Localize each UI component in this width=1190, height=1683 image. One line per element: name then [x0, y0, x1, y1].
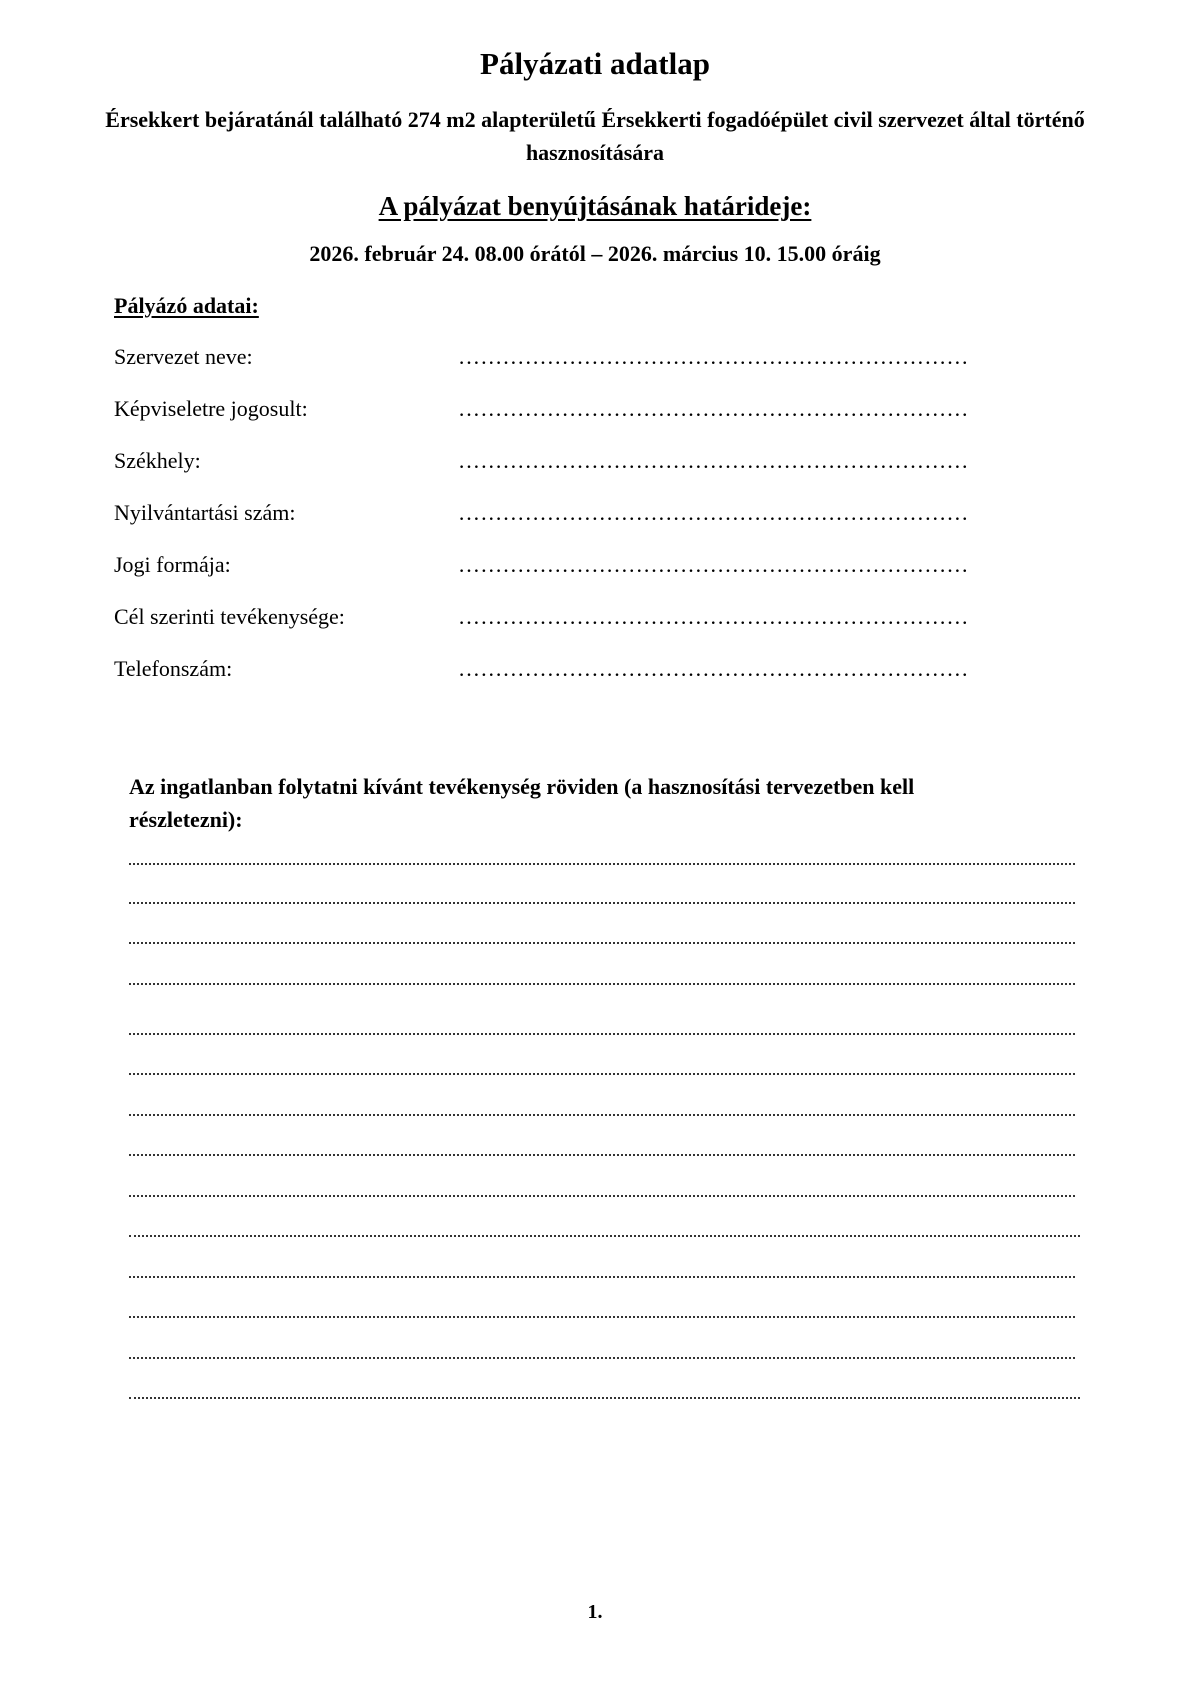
fill-in-line[interactable]: ……………………………………………………………	[458, 344, 969, 369]
fill-in-line[interactable]: ……………………………………………………………	[458, 656, 969, 681]
activity-writing-line[interactable]	[129, 900, 1075, 904]
field-row-organization-name	[114, 342, 1044, 372]
activity-writing-line[interactable]	[129, 1193, 1075, 1197]
page-number: 1.	[587, 1601, 603, 1623]
activity-writing-line[interactable]	[129, 1152, 1075, 1156]
fill-in-line[interactable]: ……………………………………………………………	[458, 448, 969, 473]
activity-writing-line[interactable]	[129, 1355, 1075, 1359]
field-label: Cél szerinti tevékenysége:	[114, 604, 345, 629]
activity-writing-line[interactable]	[129, 1071, 1075, 1075]
page-title: Pályázati adatlap	[480, 46, 710, 81]
activity-writing-line[interactable]	[129, 1274, 1075, 1278]
field-label: Jogi formája:	[114, 552, 231, 577]
activity-writing-line[interactable]	[129, 1112, 1075, 1116]
field-row-headquarters	[114, 446, 1044, 476]
activity-writing-line[interactable]	[129, 1031, 1075, 1035]
activity-writing-line[interactable]	[129, 981, 1075, 985]
field-row-legal-form	[114, 550, 1044, 580]
activity-writing-line[interactable]	[129, 1314, 1075, 1318]
field-label: Nyilvántartási szám:	[114, 500, 296, 525]
activity-heading: Az ingatlanban folytatni kívánt tevékenység röviden (a hasznosítási tervezetben kell részletezni):	[129, 774, 915, 832]
document-subtitle: Érsekkert bejáratánál található 274 m2 alapterületű Érsekkerti fogadóépület civil szervezet által történő hasznosítására	[105, 107, 1085, 165]
field-label: Telefonszám:	[114, 656, 233, 681]
field-row-purpose-activity	[114, 602, 1044, 632]
field-label: Képviseletre jogosult:	[114, 396, 308, 421]
fill-in-line[interactable]: ……………………………………………………………	[458, 396, 969, 421]
field-row-representative	[114, 394, 1044, 424]
fill-in-line[interactable]: ……………………………………………………………	[458, 552, 969, 577]
field-row-registration-number	[114, 498, 1044, 528]
activity-writing-line[interactable]	[129, 1233, 1080, 1237]
fill-in-line[interactable]: ……………………………………………………………	[458, 604, 969, 629]
field-label: Szervezet neve:	[114, 344, 253, 369]
activity-writing-line[interactable]	[129, 1395, 1080, 1399]
field-row-phone-number	[114, 654, 1044, 684]
applicant-heading: Pályázó adatai:	[114, 293, 259, 318]
deadline-dates: 2026. február 24. 08.00 órától – 2026. március 10. 15.00 óráig	[309, 241, 881, 266]
field-label: Székhely:	[114, 448, 201, 473]
activity-writing-line[interactable]	[129, 861, 1075, 865]
fill-in-line[interactable]: ……………………………………………………………	[458, 500, 969, 525]
activity-writing-line[interactable]	[129, 940, 1075, 944]
deadline-heading: A pályázat benyújtásának határideje:	[378, 191, 812, 221]
